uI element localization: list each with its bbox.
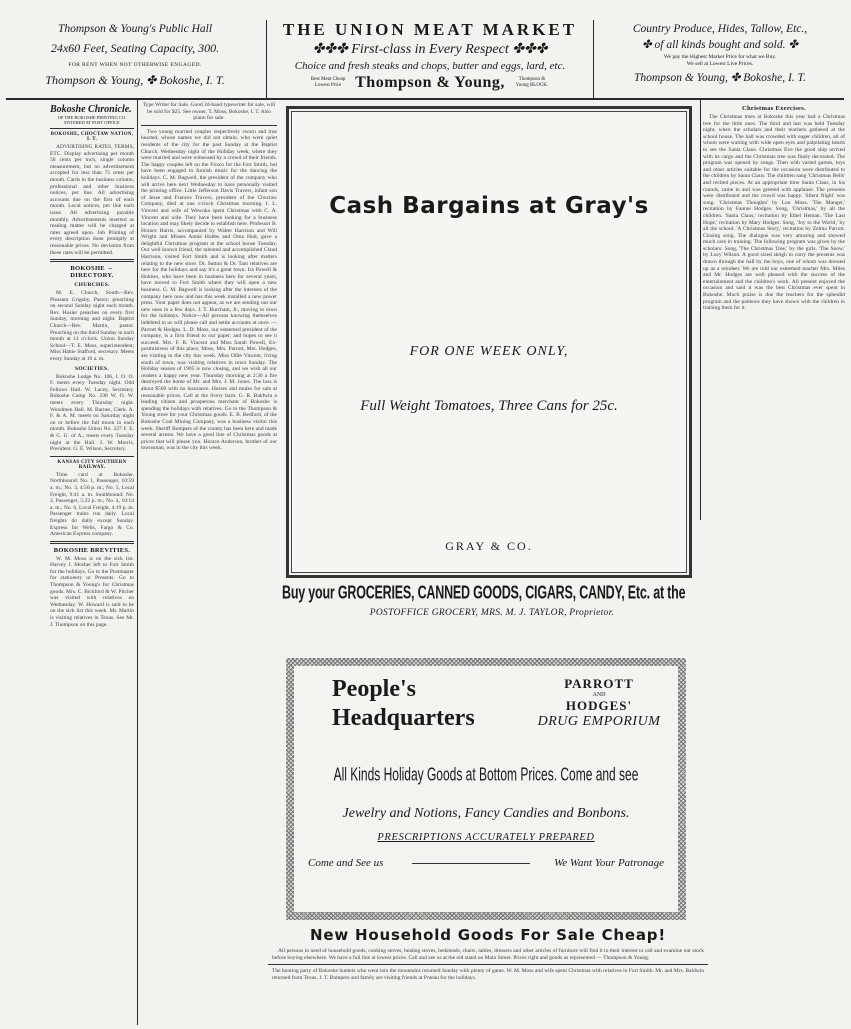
country-produce-ad — [595, 20, 845, 98]
people-title1: People's — [332, 676, 416, 702]
masthead-divider-1 — [266, 20, 267, 98]
come-see-us: Come and See us — [308, 857, 384, 869]
column-rule-2 — [700, 100, 701, 520]
left-column — [50, 102, 134, 1022]
country-produce-line1: Country Produce, Hides, Tallow, Etc., — [632, 23, 808, 35]
firm-parrott: PARROTT — [564, 676, 634, 691]
postoffice-grocery-ad — [282, 580, 702, 636]
chronicle-sub2: ENTERED AT POST OFFICE — [64, 120, 120, 125]
jewelry-line: Jewelry and Notions, Fancy Candies and Bonbons. — [342, 806, 630, 821]
firm-hodges: HODGES' — [565, 698, 633, 713]
household-text: All persons in need of household goods, cooking stoves, heating stoves, bedsteads, chairs, tables, dressers and other articles of furniture will find it to their interest to call and examine our stock before buying elsewhere. We have a full line at lowest prices. Call and see us at the old stand on Main Street. Prices right and goods as represented — Thompson & Young. — [272, 948, 704, 961]
grocery-line2: POSTOFFICE GROCERY, MRS. M. J. TAYLOR, Proprietor. — [369, 608, 615, 618]
rates-text: ADVERTISING RATES, TERMS, ETC. Display advertising per month 50 cents per inch, single column measurement, but no advertisement accepted for less than 75 cents per month. Cards in the business column, professional and other business notices, per line. All advertising accounts due on the first of each month. Local notices, per line each issue. All advertising payable monthly. Advertisements inserted as reading matter will be charged at rates agreed upon. Job Printing of every description done promptly at reasonable prices. No deviation from these rates will be permitted. — [50, 144, 134, 256]
meat-market-ad — [268, 18, 592, 98]
grays-cash-bargains-ad — [286, 106, 692, 578]
country-produce-line4: We sell at Lowest Live Prices. — [686, 61, 754, 67]
meat-market-name: Thompson & Young, — [355, 74, 505, 91]
churches-text: M. E. Church, South—Rev. Pleasant Grigsby, Pastor; preaching on second Sunday night each month. Rev. Hosier preaches on every first Sunday, morning and night. Baptist Church—Rev. Martin, pastor. Preaching on the third Sunday in each month at 11 o'clock. Union Sunday School—T. E. Moss, superintendent; Miss Hattie Stafford, secretary. Meets every Sunday at 10 a. m. — [50, 290, 134, 363]
grocery-line1: Buy your GROCERIES, CANNED GOODS, CIGARS, CANDY, Etc. at the — [282, 582, 686, 603]
meat-market-title: THE UNION MEAT MARKET — [282, 20, 578, 39]
meat-market-line3: Choice and fresh steaks and chops, butter and eggs, lard, etc. — [294, 60, 566, 72]
hall-ad-line4: Thompson & Young, ✤ Bokoshe, I. T. — [45, 73, 225, 87]
country-produce-line2: ✤ of all kinds bought and sold. ✤ — [642, 39, 798, 51]
meat-market-line2: ✤✤✤ First-class in Every Respect ✤✤✤ — [312, 42, 548, 57]
country-produce-line5: Thompson & Young, ✤ Bokoshe, I. T. — [634, 72, 806, 84]
grays-offer: Full Weight Tomatoes, Three Cans for 25c. — [360, 398, 618, 414]
grays-sub: FOR ONE WEEK ONLY, — [409, 344, 569, 359]
peoples-headquarters-ad — [286, 658, 686, 920]
grays-signature: GRAY & CO. — [445, 539, 533, 553]
want-patronage: We Want Your Patronage — [554, 857, 664, 869]
meat-market-right-note: Thompson & Young BLOCK. — [515, 77, 549, 88]
masthead-bottom-rule — [6, 98, 844, 100]
household-goods-ad — [268, 926, 708, 1026]
masthead-divider-2 — [593, 20, 594, 98]
christmas-exercises-text: The Christmas trees at Bokoshe this year had a Christmas tree for the little ones. The third and last was held Tuesday night, when the scholars and their teachers gathered at the school house. The hall was crowded with eager children, all of whom were waiting with wide open eyes and palpitating hearts to see the Santa Claus. Christmas Eve the good ship arrived with its cargo and the Christmas tree was finely decorated. The program was opened by songs. Then with varied games, toys and other articles suitable for the occasion were distributed to the children by Santa Claus. The children sang 'Christmas Bells' and recited pieces. At an appropriate time Santa Claus, in his rounds, came in and was greeted with applause. The presents were distributed and the crowd was happy. 'Silent Night' was sung. 'Christmas Thoughts' by Lou Moss. 'The Manger,' recitation by Fannie Hodges. Song, 'Christmas,' by all the children. 'Santa Claus,' recitation by Ethel Heman. 'The Last Hope,' recitation by Mary Hodges. Song, 'Joy to the World,' by all the school. 'A Christmas Story,' recitation by Zelma Parrott. Closing song. The dialogue was very amusing and showed much care in training. The following program was given by the scholars: Song, 'The Christmas Tree,' by the girls. 'The Snow,' by Lucy Wilson. A good sized sleigh to carry the presents was drawn through the hall by the boys, one of whom was dressed up as a reindeer. We are told our esteemed teacher Mrs. Miles and Mr. Hodges are well pleased with the success of the entertainment and the children's work. All present enjoyed the occasion and said it was the best Christmas ever spent in Bokoshe. Much praise is due the teachers for the splendid program and the patience they have shown with the children in training them for it. — [703, 114, 845, 312]
hall-ad-line3: FOR RENT WHEN NOT OTHERWISE ENGAGED. — [68, 62, 202, 68]
christmas-exercises-head: Christmas Exercises. — [741, 105, 806, 112]
firm-and: AND — [592, 692, 606, 698]
firm-drug-emporium: DRUG EMPORIUM — [537, 714, 661, 729]
people-title2: Headquarters — [332, 705, 475, 731]
rates-head: BOKOSHE, CHOCTAW NATION, I. T. — [50, 132, 134, 142]
hall-ad-line1: Thompson & Young's Public Hall — [57, 23, 213, 35]
prescriptions-line: PRESCRIPTIONS ACCURATELY PREPARED — [377, 832, 595, 843]
local-news-text: Two young married couples respectively sworn and true hearted, whose names we did not obtain, who were quiet residents of the city for the past Sunday at the Baptist Church. Wednesday night of the Holiday week, where they were married and were witnessed by a crowd of their friends. The happy couples left on the Frisco for the Fort Smith, but have been engaged to furnish music for the dancing the holidays. C. M. Bagwell, the president of the company who will arrive here next Wednesday to have personally visited the printing office. Little Jefferson Davis Travers, infant son of Jesse and Frances Travers, president of the Choctaw Company, died at one o'clock Christmas morning. I. L. Vincent and wife of Wewoka spent Christmas with C. A. Vincent and wife. They have been looking for a business location and may likely decide to establish here. Professor B. Horace Harris, accompanied by Walter Harrison and Will Wright and Misses Annie Hobbs and Oma Holt, gave a delightful Christmas program at the school house Tuesday. Our well known friend, the talented and accomplished Claud Harrison, visited Fort Smith and is looking after matters relating to the new store. Dr. Sutton & Dr. Tant relatives are here for the holidays and say it's a great town. Ira Powell & Holmes, who have been in business here for several years, have moved to Fort Smith where they will open a new business. G. M. Bagwell is looking after the interests of the company here now and has this week installed a new power press. Your paper does not appear, as we are sending out our new ones in a few days. J. T. Burcham, Jr., moving to town for the holidays. Notice—All persons knowing themselves indebted to us will please call and settle accounts at once. — Parrott & Hodges. L. D. Moss, our esteemed president of the company, is a firm friend to our paper, and hopes to see it succeed. Mrs. F. B. Vincent and Miss Sarah Powell, Ex-postmistress of this place, Moss, Mrs. Parrott, Mrs. Hodges, are visiting in the city this week. Miss Ollie Vincent, living south of town, was visiting relatives in town Sunday. The Holiday season of 1905 is now closing, and we wish all our readers a happy new year. Thursday morning at 2:30 a fire destroyed the home of Mr. and Mrs. J. M. Jones. The loss is about $500 with no insurance. Horses and mules for sale at reasonable prices. Call at the livery barn. G. R. Baldwin a leading citizen and prosperous merchant of Bokoshe is spending the holidays with relatives. Go to the Thompson & Young store for your Christmas goods. E. B. Bedford, of the Bokoshe Coal Mining Company, was a business visitor this week. Sheriff Bumpers of the county has been here and made several arrests. We have a good line of Christmas goods at prices that will please you. Horace Anderson, brother of our townsman, was in the city this week. — [141, 128, 277, 452]
column-rule-1 — [137, 100, 138, 1025]
brevities-head: BOKOSHE BREVITIES. — [53, 546, 131, 554]
meat-market-left-note: Best Meat Cheap Lowest Price — [310, 77, 346, 88]
country-produce-line3: We pay the Highest Market Price for what we Buy. — [663, 54, 777, 60]
holiday-goods-line: All Kinds Holiday Goods at Bottom Prices. Come and see — [333, 764, 639, 785]
hall-ad — [6, 20, 264, 98]
chronicle-title: Bokoshe Chronicle. — [50, 104, 132, 115]
second-column — [141, 102, 277, 1022]
churches-head: CHURCHES. — [74, 282, 110, 289]
trains-head: KANSAS CITY SOUTHERN RAILWAY. — [57, 459, 127, 470]
hall-ad-line2: 24x60 Feet, Seating Capacity, 300. — [50, 41, 220, 55]
right-column — [703, 102, 845, 1022]
typewriter-notice: Type Writer for Sale. Good 2d-hand typewriter for sale, will be sold for $25. See owner, T. Moss, Bokoshe, I. T. Also piano for sale. — [142, 102, 276, 122]
directory-head: BOKOSHE ⇔ DIRECTORY. — [70, 265, 114, 280]
household-title: New Household Goods For Sale Cheap! — [310, 926, 666, 944]
bottom-strip-text: The hunting party of Bokoshe hunters who went into the mountains returned Sunday with plenty of game. W. M. Moss and wife spent Christmas with relatives in Fort Smith. Mr. and Mrs. Baldwin returned from Texas. J. T. Bumpers and family are visiting friends at Poteau for the holidays. — [272, 968, 705, 981]
chronicle-sub1: OF THE BOKOSHE PRINTING CO. — [57, 115, 127, 120]
trains-text: Time card at Bokoshe. Northbound: No. 1, Passenger, 10:59 a. m.; No. 3, 4:50 p. m.; No. 5, Local Freight, 9:41 a. m. Southbound: No. 2, Passenger, 5:22 p. m.; No. 4, 10:14 a. m.; No. 6, Local Freight, 4:19 p. m. Passenger trains run daily. Local freights do daily except Sunday. Express for Wells, Fargo & Co. American Express company. — [50, 471, 134, 538]
societies-head: SOCIETIES. — [74, 365, 110, 372]
brevities-text: W. M. Moss is on the sick list. Harvey J. Mosher left to Fort Smith for the holidays. Go to the Postmaster for stationery or Presents. Go to Thompson & Young's for Christmas goods. Mrs. C. Bickford & W. Pitcher was visited with relatives on Wednesday. W. Howard is said to be on the sick list this week. Mr. Martin is visiting relatives in Texas. See Mr. J. Thompson on this page. — [50, 555, 134, 628]
societies-text: Bokoshe Lodge No. 106, I. O. O. F. meets every Tuesday night. Odd Fellows Hall. W. Lacey, Secretary. Bokoshe Camp No. 238 W. O. W. meets every Thursday night. Woodmen Hall. M. Barnes, Clerk. A. F. & A. M. meets on Saturday night on or before the full moon in each month. Bokoshe Union No. 227 F. E. & C. U. of A., meets every Tuesday night at the Hall. J. W. Morris, President. G. E. Wilson, Secretary. — [50, 373, 134, 453]
grays-headline: Cash Bargains at Gray's — [329, 193, 649, 219]
